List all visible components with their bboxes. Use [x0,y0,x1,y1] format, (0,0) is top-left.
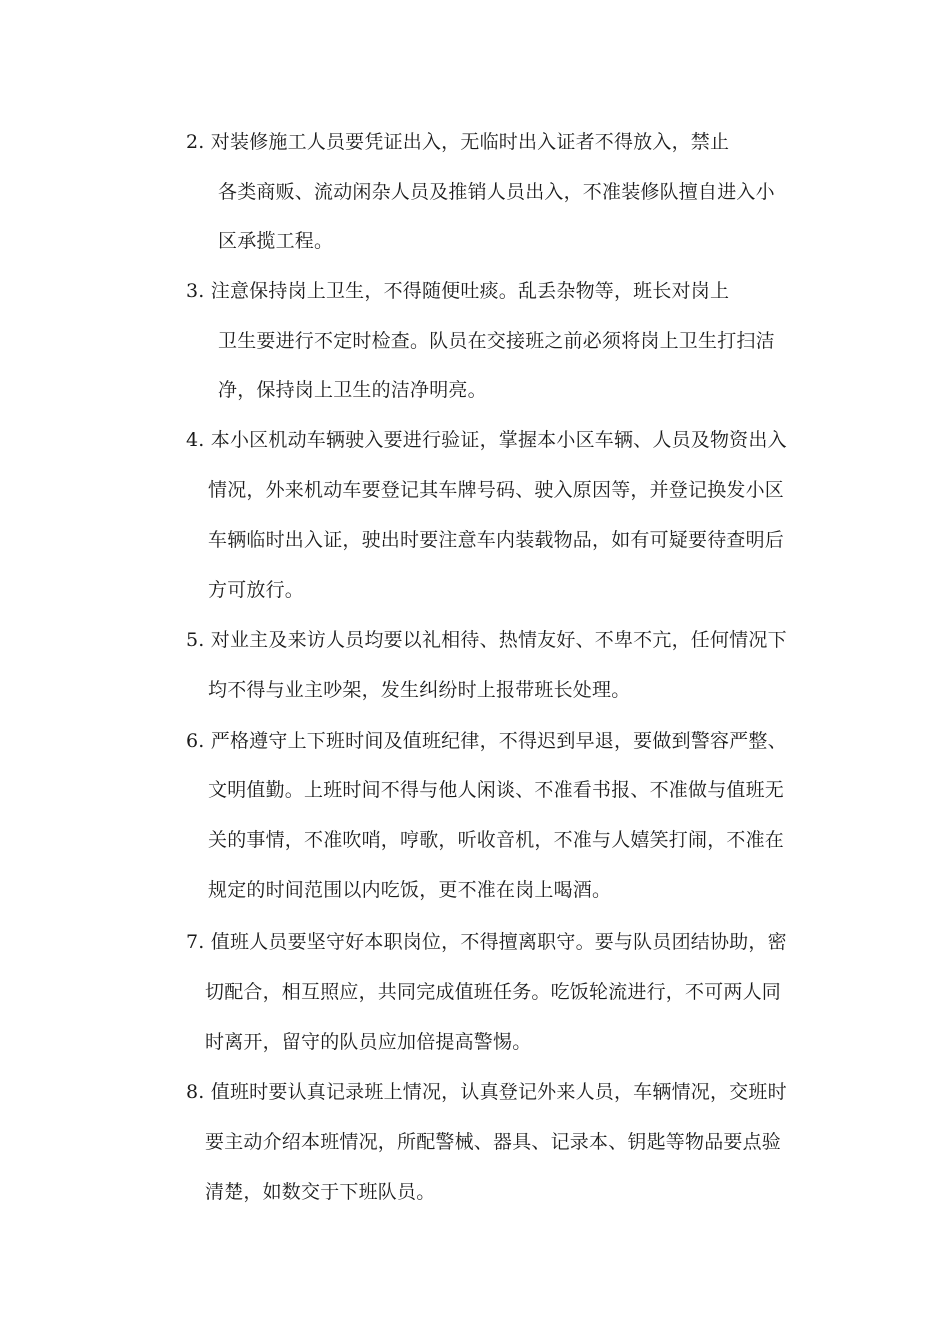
item-3-line-1: 3. 注意保持岗上卫生，不得随便吐痰。乱丢杂物等，班长对岗上 [186,280,730,302]
item-6-line-1: 6. 严格遵守上下班时间及值班纪律，不得迟到早退，要做到警容严整、 [186,730,787,752]
item-6-line-2: 文明值勤。上班时间不得与他人闲谈、不准看书报、不准做与值班无 [208,779,785,801]
item-7-line-2: 切配合，相互照应，共同完成值班任务。吃饭轮流进行，不可两人同 [205,981,782,1003]
item-4-line-1: 4. 本小区机动车辆驶入要进行验证，掌握本小区车辆、人员及物资出入 [186,429,787,451]
item-6-line-3: 关的事情，不准吹哨，哼歌，听收音机，不准与人嬉笑打闹，不准在 [208,829,785,851]
item-2-line-3: 区承揽工程。 [218,230,334,252]
item-4-line-2: 情况，外来机动车要登记其车牌号码、驶入原因等，并登记换发小区 [208,479,785,501]
item-7-line-1: 7. 值班人员要坚守好本职岗位，不得擅离职守。要与队员团结协助，密 [186,931,787,953]
item-6-line-4: 规定的时间范围以内吃饭，更不准在岗上喝酒。 [208,879,612,901]
item-4-line-3: 车辆临时出入证，驶出时要注意车内装载物品，如有可疑要待查明后 [208,529,785,551]
item-5-line-2: 均不得与业主吵架，发生纠纷时上报带班长处理。 [208,679,631,701]
item-8-line-1: 8. 值班时要认真记录班上情况，认真登记外来人员，车辆情况，交班时 [186,1081,787,1103]
item-2-line-1: 2. 对装修施工人员要凭证出入，无临时出入证者不得放入，禁止 [186,131,730,153]
item-7-line-3: 时离开，留守的队员应加倍提高警惕。 [205,1031,532,1053]
item-4-line-4: 方可放行。 [208,579,305,601]
item-8-line-2: 要主动介绍本班情况，所配警械、器具、记录本、钥匙等物品要点验 [205,1131,782,1153]
item-3-line-3: 净，保持岗上卫生的洁净明亮。 [218,379,487,401]
item-5-line-1: 5. 对业主及来访人员均要以礼相待、热情友好、不卑不亢，任何情况下 [186,629,787,651]
item-3-line-2: 卫生要进行不定时检查。队员在交接班之前必须将岗上卫生打扫洁 [218,330,775,352]
item-8-line-3: 清楚，如数交于下班队员。 [205,1181,436,1203]
item-2-line-2: 各类商贩、流动闲杂人员及推销人员出入，不准装修队擅自进入小 [218,181,775,203]
